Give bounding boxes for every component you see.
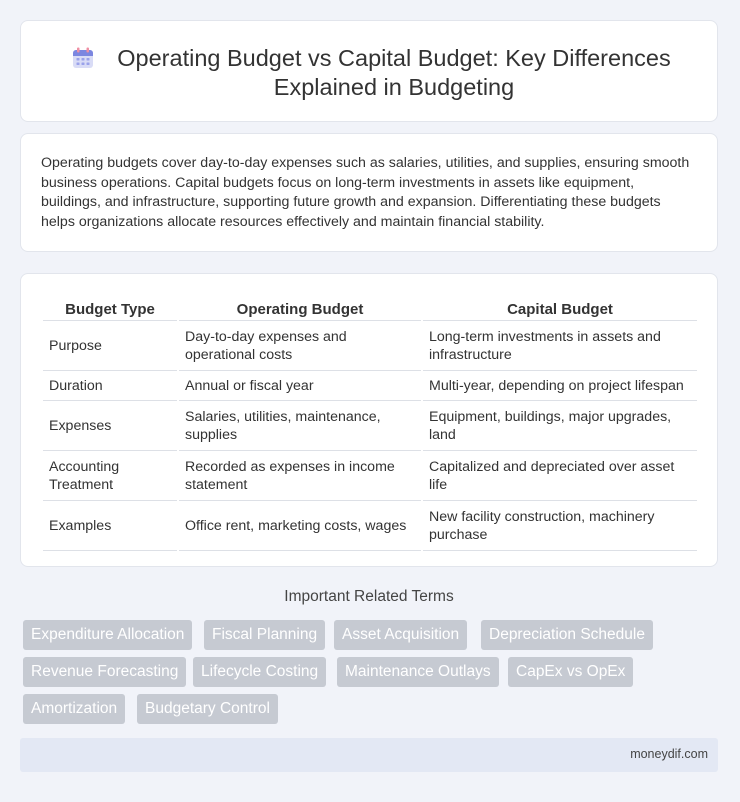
table-row [43,451,697,501]
comparison-card [20,273,718,567]
tag-revenue-forecasting[interactable]: Revenue Forecasting [23,657,186,687]
header-budget-type: Budget Type [43,294,177,321]
row-label: Purpose [43,321,177,371]
header-operating-budget: Operating Budget [179,294,421,321]
capital-cell: Long-term investments in assets and infrastructure [423,321,697,371]
row-label: Expenses [43,401,177,451]
related-terms-title: Important Related Terms [284,588,454,605]
capital-cell: Multi-year, depending on project lifespan [423,371,697,401]
tag-depreciation-schedule[interactable]: Depreciation Schedule [481,620,653,650]
row-label: Duration [43,371,177,401]
operating-cell: Annual or fiscal year [179,371,421,401]
table-row [43,501,697,551]
tag-asset-acquisition[interactable]: Asset Acquisition [334,620,467,650]
tag-capex-vs-opex[interactable]: CapEx vs OpEx [508,657,633,687]
table-header-row [43,294,697,321]
footer [20,738,718,772]
table-row [43,401,697,451]
operating-cell: Day-to-day expenses and operational costs [179,321,421,371]
tag-maintenance-outlays[interactable]: Maintenance Outlays [337,657,499,687]
page-title: Operating Budget vs Capital Budget: Key Differences Explained in Budgeting [117,45,671,100]
tag-expenditure-allocation[interactable]: Expenditure Allocation [23,620,192,650]
intro-card [20,133,718,252]
tag-amortization[interactable]: Amortization [23,694,125,724]
row-label: Accounting Treatment [43,451,177,501]
table-row [43,321,697,371]
capital-cell: New facility construction, machinery purchase [423,501,697,551]
comparison-table [41,294,699,551]
tag-budgetary-control[interactable]: Budgetary Control [137,694,278,724]
footer-site[interactable]: moneydif.com [630,747,708,761]
capital-cell: Equipment, buildings, major upgrades, land [423,401,697,451]
operating-cell: Recorded as expenses in income statement [179,451,421,501]
tag-fiscal-planning[interactable]: Fiscal Planning [204,620,325,650]
table-row [43,371,697,401]
capital-cell: Capitalized and depreciated over asset life [423,451,697,501]
operating-cell: Office rent, marketing costs, wages [179,501,421,551]
intro-paragraph: Operating budgets cover day-to-day expenses such as salaries, utilities, and supplies, ensuring smooth business operations. Capital budgets focus on long-term investments in assets like equipment, buildings, and infrastructure, supporting future growth and expansion. Differentiating these budgets helps organizations allocate resources effectively and maintain financial stability. [41,155,690,230]
operating-cell: Salaries, utilities, maintenance, supplies [179,401,421,451]
tag-lifecycle-costing[interactable]: Lifecycle Costing [193,657,326,687]
row-label: Examples [43,501,177,551]
header-capital-budget: Capital Budget [423,294,697,321]
title-card [20,20,718,122]
